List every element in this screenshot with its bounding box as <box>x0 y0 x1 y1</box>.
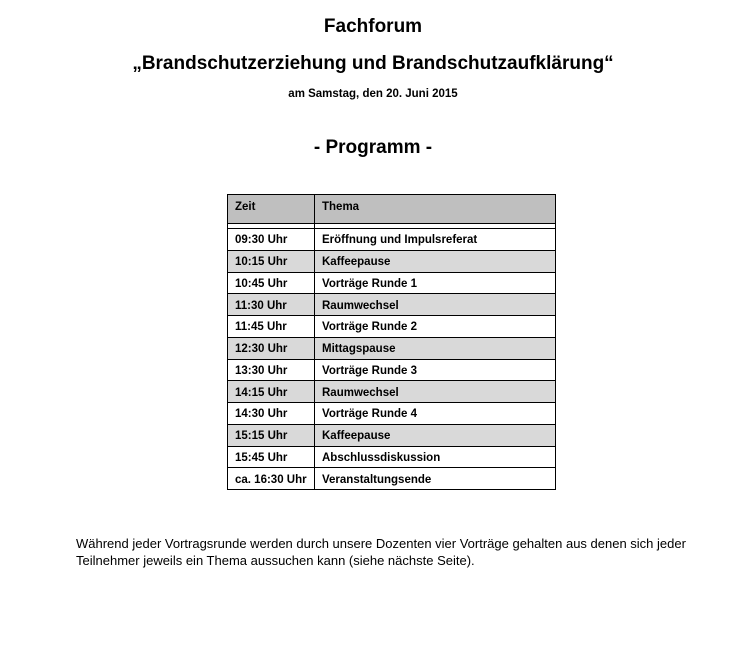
row-topic: Eröffnung und Impulsreferat <box>315 229 556 251</box>
table-row <box>228 272 556 294</box>
row-time: 15:45 Uhr <box>228 446 315 468</box>
row-topic: Mittagspause <box>315 337 556 359</box>
row-topic: Vorträge Runde 2 <box>315 316 556 338</box>
row-topic: Vorträge Runde 3 <box>315 359 556 381</box>
column-header-time: Zeit <box>228 195 315 224</box>
row-time: 12:30 Uhr <box>228 337 315 359</box>
row-time: 15:15 Uhr <box>228 424 315 446</box>
row-time: 10:45 Uhr <box>228 272 315 294</box>
row-time: 13:30 Uhr <box>228 359 315 381</box>
row-topic: Veranstaltungsende <box>315 468 556 490</box>
event-date: am Samstag, den 20. Juni 2015 <box>288 88 458 100</box>
table-row <box>228 403 556 425</box>
row-topic: Abschlussdiskussion <box>315 446 556 468</box>
row-time: 11:45 Uhr <box>228 316 315 338</box>
row-time: 14:15 Uhr <box>228 381 315 403</box>
row-topic: Raumwechsel <box>315 381 556 403</box>
table-row <box>228 359 556 381</box>
table-row <box>228 468 556 490</box>
table-row <box>228 250 556 272</box>
program-note: Während jeder Vortragsrunde werden durch unsere Dozenten vier Vorträge gehalten aus denen sich jeder Teilnehmer jeweils ein Thema aussuchen kann (siehe nächste Seite). <box>76 536 686 568</box>
row-time: 11:30 Uhr <box>228 294 315 316</box>
row-topic: Vorträge Runde 1 <box>315 272 556 294</box>
table-row <box>228 294 556 316</box>
row-topic: Vorträge Runde 4 <box>315 403 556 425</box>
row-time: 10:15 Uhr <box>228 250 315 272</box>
table-row <box>228 381 556 403</box>
row-topic: Raumwechsel <box>315 294 556 316</box>
row-time: 14:30 Uhr <box>228 403 315 425</box>
row-topic: Kaffeepause <box>315 424 556 446</box>
event-type-heading: Fachforum <box>323 16 423 37</box>
event-title-heading: „Brandschutzerziehung und Brandschutzaufklärung“ <box>132 53 614 74</box>
table-row <box>228 316 556 338</box>
table-row <box>228 337 556 359</box>
column-header-topic: Thema <box>315 195 556 224</box>
row-time: 09:30 Uhr <box>228 229 315 251</box>
row-time: ca. 16:30 Uhr <box>228 468 315 490</box>
table-header-row <box>228 195 556 224</box>
table-row <box>228 424 556 446</box>
table-row <box>228 229 556 251</box>
row-topic: Kaffeepause <box>315 250 556 272</box>
table-row <box>228 446 556 468</box>
program-heading: - Programm - <box>313 137 433 158</box>
schedule-table <box>227 194 556 490</box>
